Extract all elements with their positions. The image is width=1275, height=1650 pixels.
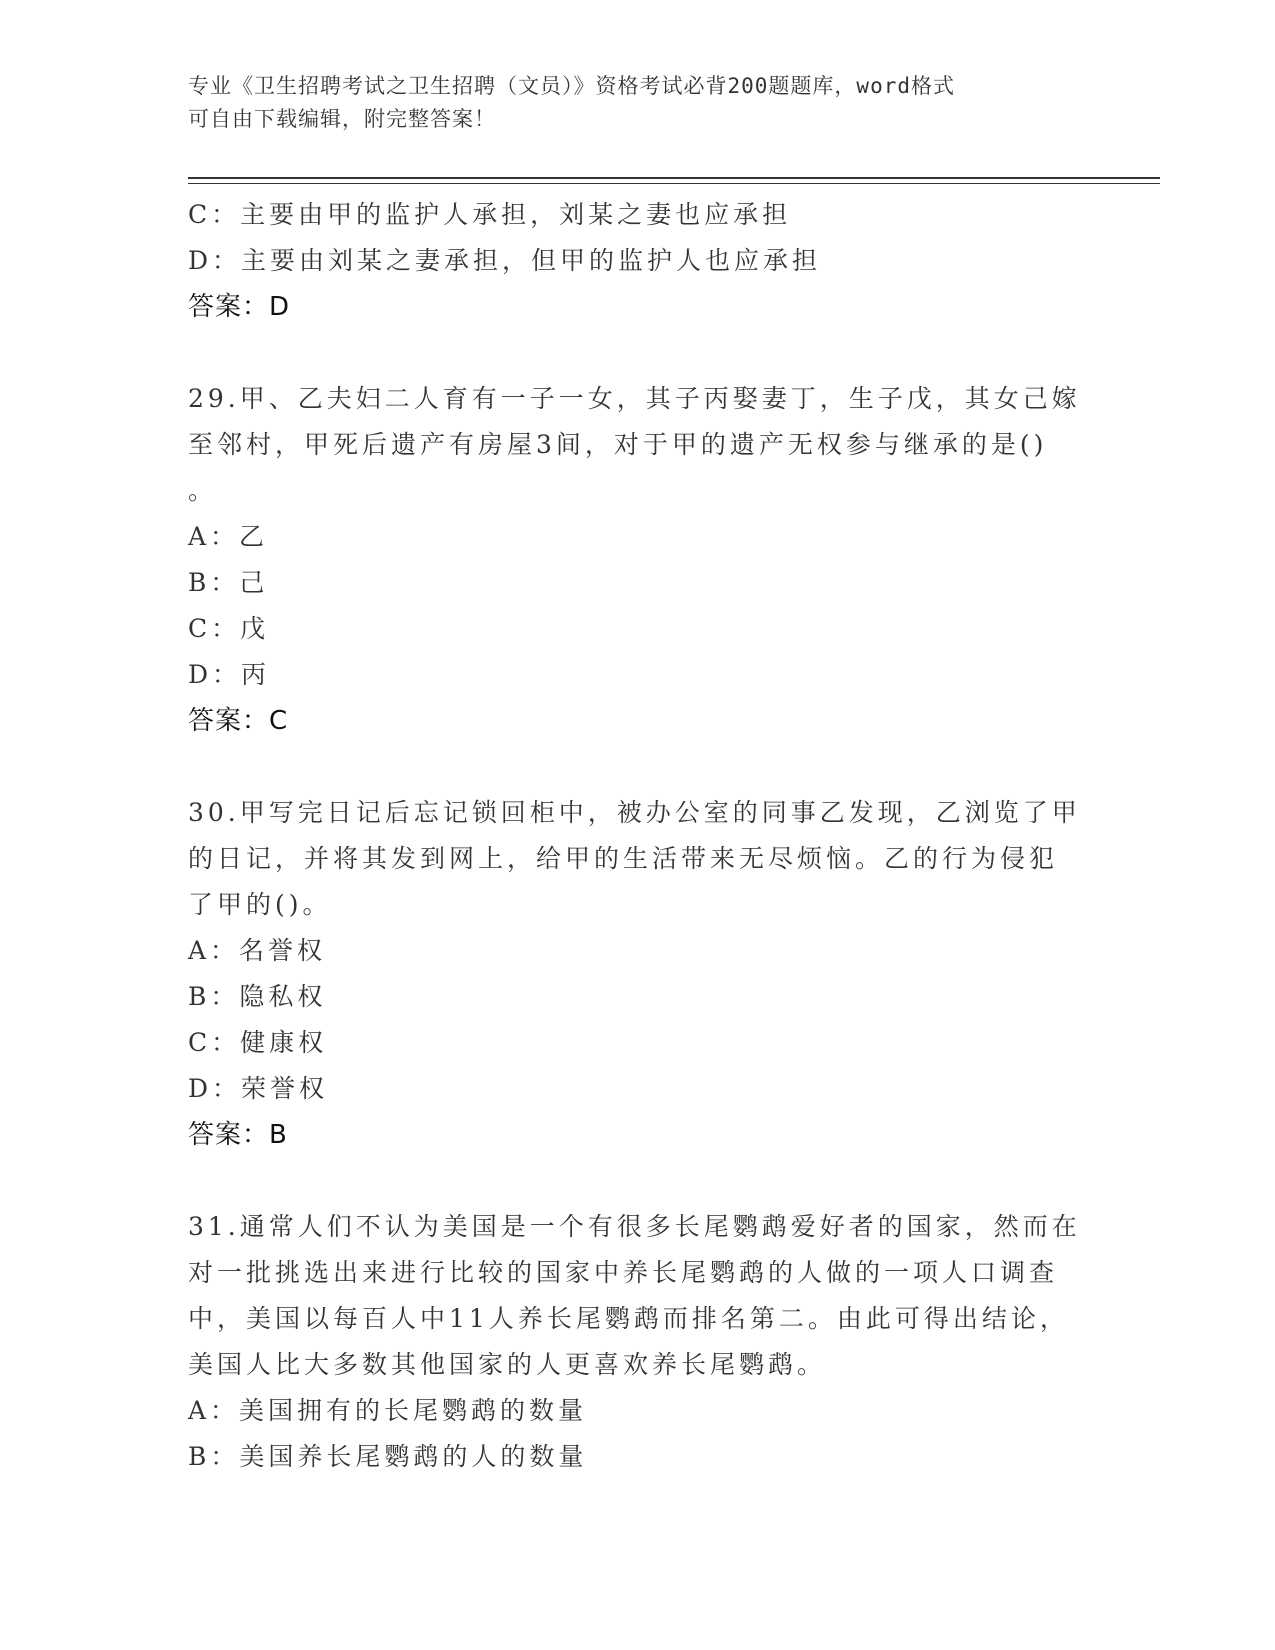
option-b: B：美国养长尾鹦鹉的人的数量 xyxy=(188,1442,588,1471)
answer-line: 答案：C xyxy=(188,706,289,736)
option-a: A：乙 xyxy=(188,522,269,551)
question-30 xyxy=(188,790,1081,1158)
answer-line: 答案：B xyxy=(188,1120,288,1150)
header-rule-thick xyxy=(188,177,1160,179)
option-d: D：主要由刘某之妻承担，但甲的监护人也应承担 xyxy=(188,246,822,275)
question-text-line: 中，美国以每百人中11人养长尾鹦鹉而排名第二。由此可得出结论， xyxy=(188,1304,1069,1333)
question-text-line: 。 xyxy=(188,476,218,505)
header-rule-thin xyxy=(188,183,1160,184)
option-c: C：健康权 xyxy=(188,1028,328,1057)
option-b: B：己 xyxy=(188,568,269,597)
question-content xyxy=(188,192,1081,1480)
answer-line: 答案：D xyxy=(188,292,291,322)
option-b: B：隐私权 xyxy=(188,982,327,1011)
question-text-line: 至邻村，甲死后遗产有房屋3间，对于甲的遗产无权参与继承的是() xyxy=(188,430,1048,459)
question-31 xyxy=(188,1204,1081,1480)
question-text-line: 29.甲、乙夫妇二人育有一子一女，其子丙娶妻丁，生子戊，其女己嫁 xyxy=(188,384,1081,413)
header-line-2: 可自由下载编辑，附完整答案！ xyxy=(188,107,496,131)
spacer xyxy=(188,744,1068,790)
question-text-line: 的日记，并将其发到网上，给甲的生活带来无尽烦恼。乙的行为侵犯 xyxy=(188,844,1059,873)
option-d: D：丙 xyxy=(188,660,271,689)
option-a: A：名誉权 xyxy=(188,936,327,965)
document-header xyxy=(188,70,1068,136)
question-text-line: 31.通常人们不认为美国是一个有很多长尾鹦鹉爱好者的国家，然而在 xyxy=(188,1212,1081,1241)
spacer xyxy=(188,1158,1068,1204)
option-c: C：戊 xyxy=(188,614,270,643)
question-text-line: 了甲的()。 xyxy=(188,890,332,919)
question-text-line: 美国人比大多数其他国家的人更喜欢养长尾鹦鹉。 xyxy=(188,1350,827,1379)
question-29 xyxy=(188,376,1081,744)
spacer xyxy=(188,330,1068,376)
question-text-line: 对一批挑选出来进行比较的国家中养长尾鹦鹉的人做的一项人口调查 xyxy=(188,1258,1059,1287)
header-line-1: 专业《卫生招聘考试之卫生招聘（文员）》资格考试必背200题题库，word格式 xyxy=(188,74,955,98)
option-c: C：主要由甲的监护人承担，刘某之妻也应承担 xyxy=(188,200,792,229)
question-text-line: 30.甲写完日记后忘记锁回柜中，被办公室的同事乙发现，乙浏览了甲 xyxy=(188,798,1081,827)
option-d: D：荣誉权 xyxy=(188,1074,329,1103)
question-28-continuation xyxy=(188,192,1068,330)
option-a: A：美国拥有的长尾鹦鹉的数量 xyxy=(188,1396,588,1425)
